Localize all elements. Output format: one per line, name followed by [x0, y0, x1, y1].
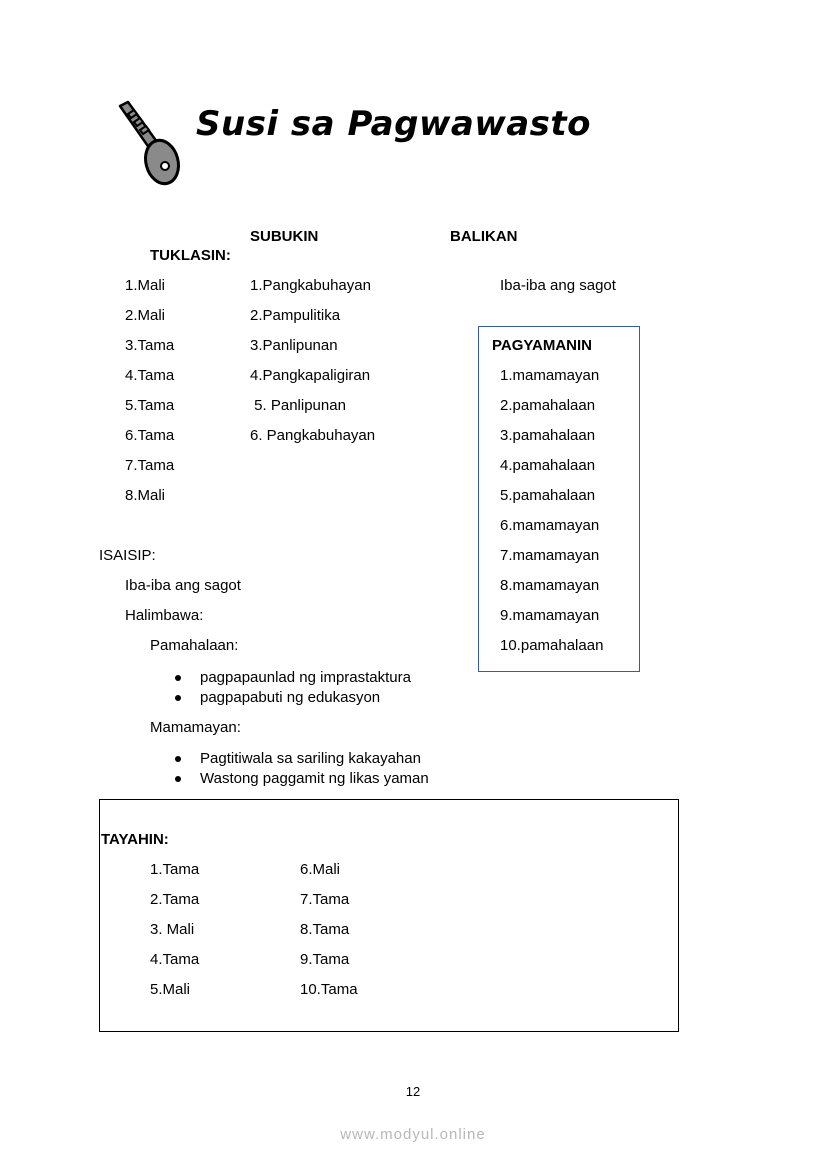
- tayahin-item: 10.Tama: [300, 981, 358, 998]
- pamahalaan-label: Pamahalaan:: [150, 637, 239, 654]
- pagyamanin-item: 4.pamahalaan: [500, 457, 596, 474]
- subukin-item: 1.Pangkabuhayan: [250, 277, 371, 294]
- tuklasin-item: 6.Tama: [125, 427, 175, 444]
- pagyamanin-item: 2.pamahalaan: [500, 397, 596, 414]
- pagyamanin-item: 7.mamamayan: [500, 547, 600, 564]
- pagyamanin-item: 9.mamamayan: [500, 607, 600, 624]
- pagyamanin-item: 10.pamahalaan: [500, 637, 604, 654]
- mamamayan-item: Wastong paggamit ng likas yaman: [200, 770, 429, 787]
- pamahalaan-item: pagpapaunlad ng imprastaktura: [200, 669, 411, 686]
- isaisip-example-label: Halimbawa:: [125, 607, 204, 624]
- tuklasin-item: 3.Tama: [125, 337, 175, 354]
- pagyamanin-item: 6.mamamayan: [500, 517, 600, 534]
- subukin-item: 2.Pampulitika: [250, 307, 341, 324]
- page-title: Susi sa Pagwawasto: [196, 104, 592, 144]
- subukin-item: 6. Pangkabuhayan: [250, 427, 376, 444]
- isaisip-answer: Iba-iba ang sagot: [125, 577, 241, 594]
- pagyamanin-item: 5.pamahalaan: [500, 487, 596, 504]
- mamamayan-item: Pagtitiwala sa sariling kakayahan: [200, 750, 421, 767]
- tuklasin-item: 4.Tama: [125, 367, 175, 384]
- pagyamanin-item: 8.mamamayan: [500, 577, 600, 594]
- tuklasin-item: 7.Tama: [125, 457, 175, 474]
- pagyamanin-item: 1.mamamayan: [500, 367, 600, 384]
- tuklasin-heading: TUKLASIN:: [150, 247, 231, 264]
- tayahin-item: 7.Tama: [300, 891, 350, 908]
- isaisip-heading: ISAISIP:: [99, 547, 156, 564]
- watermark: www.modyul.online: [340, 1126, 486, 1143]
- page-number: 12: [405, 1084, 421, 1099]
- balikan-heading: BALIKAN: [450, 228, 518, 245]
- subukin-item: 3.Panlipunan: [250, 337, 338, 354]
- mamamayan-label: Mamamayan:: [150, 719, 241, 736]
- pagyamanin-item: 3.pamahalaan: [500, 427, 596, 444]
- tayahin-item: 6.Mali: [300, 861, 341, 878]
- subukin-item: 5. Panlipunan: [250, 397, 346, 414]
- tuklasin-item: 5.Tama: [125, 397, 175, 414]
- tuklasin-item: 8.Mali: [125, 487, 166, 504]
- tayahin-item: 9.Tama: [300, 951, 350, 968]
- bullet-icon: [175, 756, 181, 762]
- tayahin-item: 2.Tama: [150, 891, 200, 908]
- bullet-icon: [175, 675, 181, 681]
- key-icon: [112, 100, 182, 190]
- tuklasin-item: 1.Mali: [125, 277, 166, 294]
- pagyamanin-heading: PAGYAMANIN: [492, 337, 593, 354]
- bullet-icon: [175, 695, 181, 701]
- tayahin-item: 3. Mali: [150, 921, 195, 938]
- balikan-answer: Iba-iba ang sagot: [500, 277, 616, 294]
- subukin-item: 4.Pangkapaligiran: [250, 367, 371, 384]
- tayahin-item: 5.Mali: [150, 981, 191, 998]
- bullet-icon: [175, 776, 181, 782]
- tayahin-item: 8.Tama: [300, 921, 350, 938]
- tayahin-item: 4.Tama: [150, 951, 200, 968]
- subukin-heading: SUBUKIN: [250, 228, 319, 245]
- tayahin-item: 1.Tama: [150, 861, 200, 878]
- tayahin-heading: TAYAHIN:: [101, 831, 169, 848]
- pamahalaan-item: pagpapabuti ng edukasyon: [200, 689, 381, 706]
- tuklasin-item: 2.Mali: [125, 307, 166, 324]
